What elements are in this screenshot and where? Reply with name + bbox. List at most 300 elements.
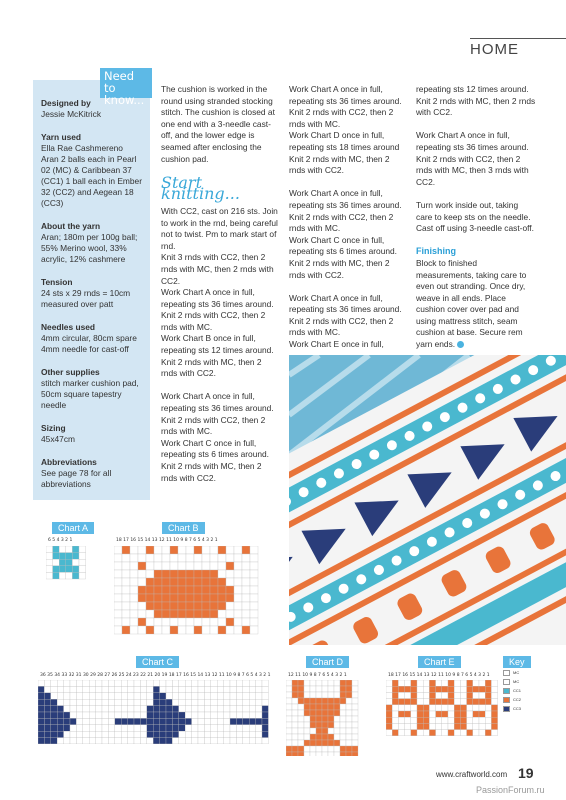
chart-cell (186, 546, 194, 554)
chart-cell (172, 680, 178, 686)
chart-cell (392, 723, 398, 729)
chart-cell (89, 686, 95, 692)
chart-cell (170, 554, 178, 562)
chart-cell (218, 594, 226, 602)
chart-cell (386, 686, 392, 692)
chart-cell (243, 699, 249, 705)
chart-cell (192, 699, 198, 705)
chart-cell (83, 706, 89, 712)
chart-cell (162, 570, 170, 578)
chart-cell (185, 725, 191, 731)
chart-cell (51, 718, 57, 724)
chart-cell (411, 680, 417, 686)
chart-cell (186, 618, 194, 626)
chart-cell (115, 680, 121, 686)
chart-cell (386, 730, 392, 736)
chart-cell (211, 718, 217, 724)
chart-cell (328, 698, 334, 704)
chart-cell (286, 728, 292, 734)
chart-cell (96, 680, 102, 686)
chart-cell (392, 730, 398, 736)
chart-cell (392, 699, 398, 705)
chart-cell (57, 686, 63, 692)
chart-cell (230, 680, 236, 686)
chart-cell (162, 594, 170, 602)
chart-cell (340, 740, 346, 746)
chart-cell (57, 718, 63, 724)
chart-cell (429, 730, 435, 736)
chart-cell (186, 562, 194, 570)
chart-cell (249, 718, 255, 724)
chart-cell (59, 546, 66, 553)
chart-cell (211, 699, 217, 705)
chart-cell (51, 738, 57, 744)
chart-cell (192, 686, 198, 692)
chart-cell (46, 566, 53, 573)
chart-cell (304, 752, 310, 756)
chart-cell (114, 562, 122, 570)
chart-cell (102, 706, 108, 712)
chart-cell (429, 686, 435, 692)
chart-cell (115, 725, 121, 731)
chart-cell (64, 725, 70, 731)
chart-cell (322, 722, 328, 728)
chart-cell (304, 734, 310, 740)
chart-cell (153, 712, 159, 718)
chart-cell (322, 746, 328, 752)
chart-cell (436, 705, 442, 711)
chart-cell (292, 686, 298, 692)
chart-cell (473, 699, 479, 705)
chart-cell (162, 578, 170, 586)
chart-c-col-numbers: 36 35 34 33 32 31 30 29 28 27 26 25 24 23 22 21 20 19 18 17 16 15 14 13 12 11 10 9 8 7 6 5 4 3 2 1 (40, 673, 271, 678)
chart-cell (138, 554, 146, 562)
need-to-know-sidebar (33, 80, 150, 500)
chart-cell (340, 680, 346, 686)
chart-cell (256, 706, 262, 712)
chart-cell (146, 554, 154, 562)
chart-cell (140, 699, 146, 705)
chart-cell (479, 699, 485, 705)
chart-cell (316, 728, 322, 734)
chart-cell (202, 594, 210, 602)
chart-cell (64, 686, 70, 692)
chart-cell (202, 570, 210, 578)
chart-cell (194, 586, 202, 594)
chart-cell (198, 686, 204, 692)
chart-cell (122, 554, 130, 562)
chart-a-label: Chart A (52, 522, 94, 534)
chart-cell (179, 718, 185, 724)
chart-cell (178, 602, 186, 610)
chart-cell (217, 718, 223, 724)
chart-cell (334, 740, 340, 746)
chart-cell (70, 725, 76, 731)
chart-cell (154, 586, 162, 594)
needles: 4mm circular, 80cm spare 4mm needle for cast-off (41, 333, 137, 354)
chart-cell (322, 728, 328, 734)
chart-cell (250, 626, 258, 634)
chart-cell (491, 705, 497, 711)
chart-cell (346, 698, 352, 704)
chart-cell (83, 712, 89, 718)
chart-cell (448, 680, 454, 686)
chart-cell (491, 699, 497, 705)
chart-cell (160, 718, 166, 724)
chart-cell (178, 578, 186, 586)
chart-cell (352, 692, 358, 698)
chart-cell (146, 618, 154, 626)
chart-cell (185, 706, 191, 712)
chart-cell (160, 706, 166, 712)
chart-cell (429, 680, 435, 686)
chart-cell (178, 618, 186, 626)
chart-cell (211, 686, 217, 692)
designed-by-heading: Designed by (41, 98, 91, 108)
chart-cell (328, 704, 334, 710)
chart-cell (262, 699, 268, 705)
chart-cell (485, 699, 491, 705)
chart-cell (218, 602, 226, 610)
chart-cell (115, 738, 121, 744)
chart-cell (310, 704, 316, 710)
chart-cell (70, 718, 76, 724)
chart-cell (194, 602, 202, 610)
chart-cell (423, 692, 429, 698)
chart-cell (64, 731, 70, 737)
chart-cell (198, 718, 204, 724)
chart-cell (454, 730, 460, 736)
chart-cell (334, 692, 340, 698)
chart-cell (218, 610, 226, 618)
chart-cell (467, 717, 473, 723)
chart-cell (304, 722, 310, 728)
chart-cell (250, 578, 258, 586)
chart-cell (204, 706, 210, 712)
chart-cell (286, 752, 292, 756)
footer-url[interactable]: www.craftworld.com (436, 770, 508, 779)
chart-cell (340, 746, 346, 752)
chart-cell (262, 718, 268, 724)
chart-cell (130, 602, 138, 610)
chart-cell (76, 712, 82, 718)
chart-b-label: Chart B (162, 522, 205, 534)
chart-cell (70, 738, 76, 744)
chart-cell (108, 706, 114, 712)
chart-cell (310, 746, 316, 752)
yarn-used: Ella Rae Cashmereno Aran 2 balls each in Pearl 02 (MC) & Caribbean 37 (CC1) 1 ball each in Ember 32 (CC2) and Aegean 18 (CC3) (41, 143, 143, 208)
chart-cell (211, 680, 217, 686)
chart-cell (491, 723, 497, 729)
chart-cell (230, 712, 236, 718)
chart-cell (328, 716, 334, 722)
need-to-know-badge: Need to know... (100, 68, 152, 98)
chart-cell (460, 680, 466, 686)
chart-cell (76, 680, 82, 686)
chart-cell (436, 730, 442, 736)
chart-cell (202, 578, 210, 586)
chart-cell (51, 731, 57, 737)
chart-cell (226, 610, 234, 618)
chart-cell (352, 686, 358, 692)
chart-cell (96, 718, 102, 724)
chart-cell (340, 698, 346, 704)
chart-cell (411, 692, 417, 698)
key-item: MC (503, 668, 543, 677)
chart-cell (194, 546, 202, 554)
chart-cell (234, 618, 242, 626)
chart-cell (234, 602, 242, 610)
chart-cell (170, 626, 178, 634)
chart-cell (134, 725, 140, 731)
about-yarn: Aran; 180m per 100g ball; 55% Merino wool, 33% acrylic, 12% cashmere (41, 232, 138, 264)
chart-cell (44, 718, 50, 724)
chart-cell (392, 686, 398, 692)
chart-cell (192, 706, 198, 712)
chart-cell (202, 610, 210, 618)
chart-cell (172, 718, 178, 724)
chart-cell (242, 546, 250, 554)
chart-cell (334, 710, 340, 716)
chart-cell (108, 699, 114, 705)
chart-cell (128, 706, 134, 712)
chart-cell (316, 680, 322, 686)
col1-p4: Work Chart B once in full, repeating sts 12 times around. Knit 2 rnds with MC, then 2 rnds with CC2. (161, 333, 274, 379)
chart-cell (411, 711, 417, 717)
chart-cell (298, 680, 304, 686)
chart-cell (442, 699, 448, 705)
chart-cell (460, 692, 466, 698)
chart-cell (352, 704, 358, 710)
chart-cell (192, 680, 198, 686)
chart-cell (262, 738, 268, 744)
chart-cell (89, 693, 95, 699)
chart-cell (405, 717, 411, 723)
chart-cell (242, 562, 250, 570)
chart-cell (147, 725, 153, 731)
chart-cell (179, 712, 185, 718)
chart-cell (448, 692, 454, 698)
chart-cell (53, 553, 60, 560)
chart-cell (59, 572, 66, 579)
chart-cell (57, 680, 63, 686)
chart-cell (102, 712, 108, 718)
chart-cell (292, 722, 298, 728)
chart-cell (96, 686, 102, 692)
chart-cell (79, 553, 86, 560)
chart-cell (473, 692, 479, 698)
chart-cell (460, 723, 466, 729)
chart-cell (162, 586, 170, 594)
chart-cell (398, 717, 404, 723)
chart-cell (460, 699, 466, 705)
chart-cell (185, 712, 191, 718)
chart-cell (398, 686, 404, 692)
chart-cell (460, 717, 466, 723)
chart-cell (242, 610, 250, 618)
chart-cell (121, 706, 127, 712)
chart-cell (286, 740, 292, 746)
chart-cell (128, 731, 134, 737)
chart-cell (322, 692, 328, 698)
chart-cell (217, 712, 223, 718)
abbreviations-heading: Abbreviations (41, 457, 97, 467)
chart-cell (316, 752, 322, 756)
chart-cell (340, 692, 346, 698)
column-2 (289, 84, 407, 362)
chart-cell (316, 722, 322, 728)
chart-cell (51, 699, 57, 705)
chart-cell (340, 722, 346, 728)
chart-cell (467, 692, 473, 698)
chart-cell (217, 706, 223, 712)
chart-cell (429, 705, 435, 711)
col1-p3: Work Chart A once in full, repeating sts 36 times around. Knit 2 rnds with CC2, then 2 rnds with MC. (161, 287, 274, 332)
key-item: CC1 (503, 686, 543, 695)
chart-cell (89, 718, 95, 724)
col2-p6: Work Chart E once in full, (289, 339, 384, 350)
chart-cell (70, 699, 76, 705)
chart-cell (224, 725, 230, 731)
chart-cell (202, 546, 210, 554)
chart-cell (146, 586, 154, 594)
chart-cell (154, 626, 162, 634)
chart-cell (485, 717, 491, 723)
chart-cell (166, 680, 172, 686)
chart-cell (166, 738, 172, 744)
chart-cell (172, 706, 178, 712)
chart-cell (146, 626, 154, 634)
chart-cell (224, 731, 230, 737)
chart-cell (411, 699, 417, 705)
chart-cell (57, 725, 63, 731)
chart-cell (108, 725, 114, 731)
chart-cell (64, 706, 70, 712)
chart-cell (44, 706, 50, 712)
chart-cell (234, 562, 242, 570)
chart-cell (467, 711, 473, 717)
chart-cell (153, 686, 159, 692)
chart-cell (194, 578, 202, 586)
chart-cell (346, 752, 352, 756)
chart-cell (454, 705, 460, 711)
chart-cell (160, 738, 166, 744)
chart-cell (198, 699, 204, 705)
chart-cell (405, 730, 411, 736)
chart-cell (328, 680, 334, 686)
chart-cell (185, 731, 191, 737)
chart-cell (172, 712, 178, 718)
chart-cell (304, 698, 310, 704)
chart-cell (70, 680, 76, 686)
chart-cell (242, 578, 250, 586)
chart-cell (147, 731, 153, 737)
chart-cell (154, 618, 162, 626)
chart-cell (423, 711, 429, 717)
chart-cell (72, 572, 79, 579)
chart-cell (286, 686, 292, 692)
chart-cell (242, 602, 250, 610)
chart-cell (242, 594, 250, 602)
chart-cell (249, 706, 255, 712)
chart-cell (328, 692, 334, 698)
chart-cell (243, 693, 249, 699)
chart-cell (140, 693, 146, 699)
chart-cell (172, 699, 178, 705)
chart-cell (230, 693, 236, 699)
chart-cell (304, 704, 310, 710)
chart-cell (224, 680, 230, 686)
chart-a-grid (46, 546, 96, 586)
chart-cell (115, 718, 121, 724)
chart-cell (44, 731, 50, 737)
chart-cell (322, 698, 328, 704)
chart-cell (334, 734, 340, 740)
chart-cell (243, 680, 249, 686)
chart-cell (436, 699, 442, 705)
chart-cell (429, 692, 435, 698)
chart-cell (334, 728, 340, 734)
chart-cell (114, 610, 122, 618)
chart-cell (134, 712, 140, 718)
chart-cell (286, 680, 292, 686)
chart-cell (166, 725, 172, 731)
chart-cell (262, 693, 268, 699)
chart-cell (467, 730, 473, 736)
chart-cell (166, 731, 172, 737)
chart-cell (134, 686, 140, 692)
chart-cell (210, 578, 218, 586)
chart-cell (429, 723, 435, 729)
chart-cell (160, 712, 166, 718)
chart-cell (128, 699, 134, 705)
chart-cell (121, 718, 127, 724)
chart-cell (316, 734, 322, 740)
chart-cell (250, 554, 258, 562)
chart-cell (210, 602, 218, 610)
chart-cell (108, 680, 114, 686)
chart-cell (479, 711, 485, 717)
chart-cell (454, 680, 460, 686)
chart-cell (429, 699, 435, 705)
chart-cell (198, 725, 204, 731)
chart-cell (429, 717, 435, 723)
chart-cell (234, 570, 242, 578)
chart-cell (436, 686, 442, 692)
key-item: MC (503, 677, 543, 686)
chart-cell (211, 738, 217, 744)
chart-cell (398, 680, 404, 686)
chart-cell (236, 738, 242, 744)
chart-cell (346, 686, 352, 692)
chart-cell (198, 706, 204, 712)
chart-cell (442, 723, 448, 729)
chart-cell (249, 680, 255, 686)
chart-cell (134, 718, 140, 724)
chart-cell (130, 586, 138, 594)
chart-cell (328, 740, 334, 746)
chart-cell (198, 738, 204, 744)
chart-cell (154, 570, 162, 578)
chart-cell (192, 693, 198, 699)
chart-cell (322, 680, 328, 686)
chart-cell (417, 692, 423, 698)
chart-cell (146, 594, 154, 602)
chart-cell (292, 692, 298, 698)
chart-cell (224, 699, 230, 705)
chart-cell (386, 723, 392, 729)
chart-cell (460, 730, 466, 736)
